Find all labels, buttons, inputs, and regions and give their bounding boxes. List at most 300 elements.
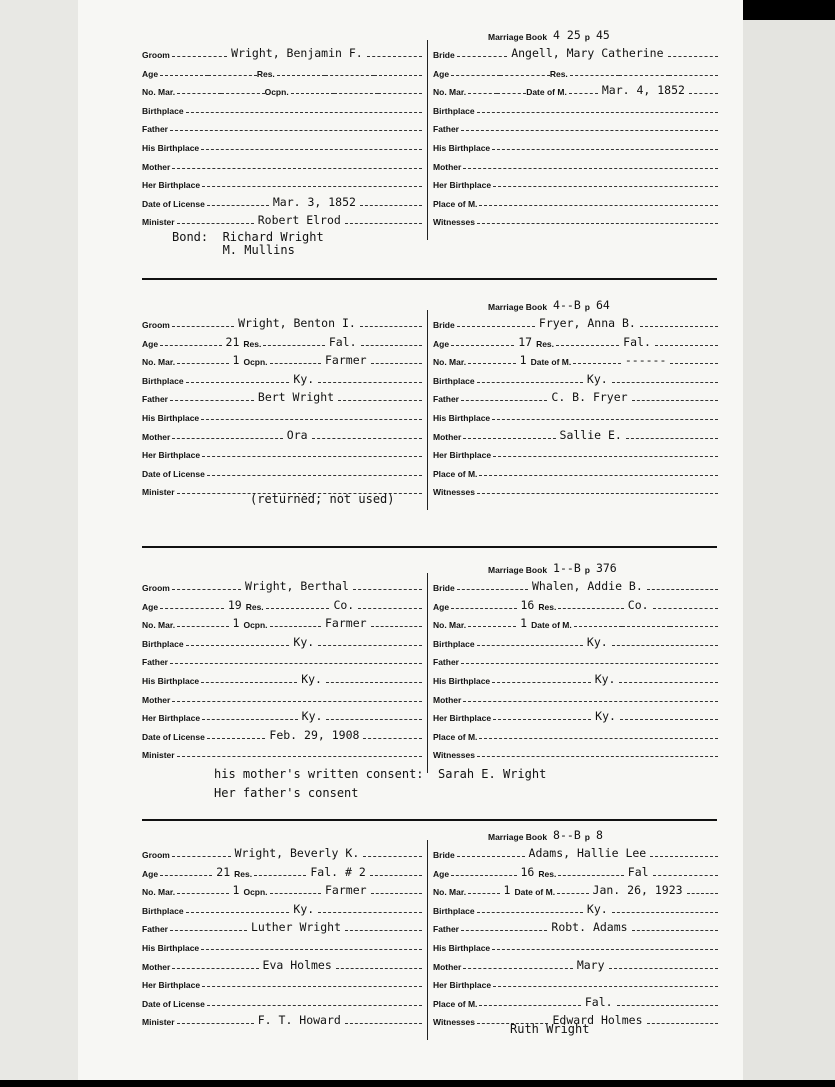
groom-nomar-row xyxy=(142,614,422,630)
fill-line xyxy=(461,400,547,401)
fill-line xyxy=(270,626,321,627)
bride-res-value: Fal xyxy=(627,864,649,879)
fill-line xyxy=(687,893,718,894)
fill-line xyxy=(477,223,718,224)
marriage-record xyxy=(0,555,835,820)
fill-line xyxy=(689,93,718,94)
fill-line xyxy=(291,93,335,94)
bride-mother-label: Mother xyxy=(433,431,462,442)
fill-line xyxy=(358,608,422,609)
groom-father-row xyxy=(142,118,422,134)
fill-line xyxy=(492,949,718,950)
groom-father-row xyxy=(142,651,422,667)
bride-age-label: Age xyxy=(433,868,450,879)
fill-line xyxy=(334,93,378,94)
fill-line xyxy=(451,608,516,609)
page-value: 376 xyxy=(595,561,617,575)
marriage-book-ref xyxy=(488,826,607,842)
fill-line xyxy=(201,419,422,420)
fill-line xyxy=(318,382,422,383)
fill-line xyxy=(172,968,258,969)
groom-mother-row xyxy=(142,689,422,705)
groom-age-label: Age xyxy=(142,68,159,79)
groom-date-of-license-label: Date of License xyxy=(142,998,205,1009)
bride-place-of-m-row xyxy=(433,463,718,479)
fill-line xyxy=(177,756,422,757)
groom-birthplace-label: Birthplace xyxy=(142,105,184,116)
bride-her-birthplace-row xyxy=(433,174,718,190)
fill-line xyxy=(254,875,306,876)
bride-her-birthplace-label: Her Birthplace xyxy=(433,180,492,191)
fill-line xyxy=(208,75,256,76)
bride-res-value: Fal. xyxy=(623,334,651,349)
bride-his-birthplace-row xyxy=(433,670,718,686)
groom-res-value: Co. xyxy=(333,597,355,612)
fill-line xyxy=(479,738,718,739)
fill-line xyxy=(622,626,670,627)
fill-line xyxy=(558,875,623,876)
marriage-book-label: Marriage Book xyxy=(488,832,548,842)
groom-birthplace-row xyxy=(142,633,422,649)
fill-line xyxy=(479,205,718,206)
page-label: p xyxy=(584,302,590,312)
fill-line xyxy=(468,363,516,364)
bride-nomar-value: 1 xyxy=(519,353,527,368)
bride-name-label: Bride xyxy=(433,850,455,860)
bride-her-birthplace-value: Ky. xyxy=(595,709,616,724)
fill-line xyxy=(201,949,422,950)
groom-minister-label: Minister xyxy=(142,487,175,498)
fill-line xyxy=(653,608,718,609)
groom-age-row xyxy=(142,333,422,349)
groom-nomar-value: 1 xyxy=(232,883,240,898)
fill-line xyxy=(457,56,507,57)
fill-line xyxy=(479,1005,580,1006)
fill-line xyxy=(500,75,549,76)
bride-father-label: Father xyxy=(433,924,459,935)
groom-father-row xyxy=(142,918,422,934)
groom-birthplace-value: Ky. xyxy=(293,901,315,916)
record-note: (returned; not used) xyxy=(250,492,395,506)
fill-line xyxy=(493,719,591,720)
bride-name-label: Bride xyxy=(433,50,455,60)
fill-line xyxy=(378,93,422,94)
fill-line xyxy=(477,382,583,383)
bride-age-row xyxy=(433,63,718,79)
groom-her-birthplace-label: Her Birthplace xyxy=(142,980,201,991)
bride-witnesses-label: Witnesses xyxy=(433,217,475,228)
groom-minister-value: Robert Elrod xyxy=(257,213,341,228)
bride-nomar-label: No. Mar. xyxy=(433,87,467,98)
fill-line xyxy=(363,856,422,857)
bride-mother-row xyxy=(433,956,718,972)
bride-her-birthplace-row xyxy=(433,974,718,990)
fill-line xyxy=(172,589,241,590)
groom-birthplace-label: Birthplace xyxy=(142,375,184,386)
bride-birthplace-row xyxy=(433,900,718,916)
fill-line xyxy=(371,626,422,627)
bride-age-label: Age xyxy=(433,68,450,79)
bride-birthplace-value: Ky. xyxy=(586,634,608,649)
groom-her-birthplace-label: Her Birthplace xyxy=(142,713,201,724)
bride-birthplace-label: Birthplace xyxy=(433,905,475,916)
fill-line xyxy=(556,345,619,346)
bride-birthplace-label: Birthplace xyxy=(433,105,475,116)
groom-date-of-license-row xyxy=(142,193,422,209)
bride-witnesses-row xyxy=(433,744,718,760)
fill-line xyxy=(497,93,526,94)
bride-her-birthplace-row xyxy=(433,707,718,723)
bride-his-birthplace-row xyxy=(433,937,718,953)
fill-line xyxy=(202,719,298,720)
groom-date-of-license-label: Date of License xyxy=(142,198,205,209)
fill-line xyxy=(221,93,265,94)
groom-ocpn-label: Ocpn. xyxy=(243,887,268,898)
fill-line xyxy=(363,738,422,739)
bride-mother-value: Sallie E. xyxy=(559,427,622,442)
fill-line xyxy=(338,400,422,401)
fill-line xyxy=(569,93,598,94)
groom-age-label: Age xyxy=(142,338,159,349)
groom-nomar-value: 1 xyxy=(232,353,240,368)
groom-mother-label: Mother xyxy=(142,961,171,972)
bride-father-value: C. B. Fryer xyxy=(551,390,628,405)
groom-her-birthplace-row xyxy=(142,174,422,190)
page-value: 64 xyxy=(595,298,610,312)
marriage-record xyxy=(0,292,835,557)
bride-name-value: Whalen, Addie B. xyxy=(531,579,643,593)
fill-line xyxy=(270,893,321,894)
fill-line xyxy=(557,893,588,894)
fill-line xyxy=(619,682,718,683)
record-note: M. Mullins xyxy=(172,243,295,257)
bride-place-of-m-row xyxy=(433,993,718,1009)
bride-place-of-m-label: Place of M. xyxy=(433,998,478,1009)
groom-his-birthplace-label: His Birthplace xyxy=(142,676,200,686)
fill-line xyxy=(361,345,422,346)
fill-line xyxy=(353,589,422,590)
bride-birthplace-value: Ky. xyxy=(586,371,608,386)
fill-line xyxy=(374,75,422,76)
bride-father-row xyxy=(433,651,718,667)
fill-line xyxy=(177,223,254,224)
fill-line xyxy=(619,75,668,76)
groom-row xyxy=(142,844,422,860)
fill-line xyxy=(172,856,231,857)
groom-row xyxy=(142,44,422,60)
groom-ocpn-value: Farmer xyxy=(325,353,367,368)
bride-row xyxy=(433,844,718,860)
bride-datem-label: Date of M. xyxy=(526,87,567,98)
bride-datem-value: Mar. 4, 1852 xyxy=(601,83,685,98)
groom-res-value: Fal. # 2 xyxy=(310,864,366,879)
bride-mother-label: Mother xyxy=(433,961,462,972)
groom-mother-label: Mother xyxy=(142,694,171,705)
bride-datem-label: Date of M. xyxy=(530,357,572,368)
bride-place-of-m-row xyxy=(433,193,718,209)
groom-nomar-label: No. Mar. xyxy=(142,620,176,631)
groom-her-birthplace-row xyxy=(142,707,422,723)
groom-age-label: Age xyxy=(142,601,159,612)
fill-line xyxy=(647,1023,719,1024)
record-separator xyxy=(142,278,717,280)
bride-nomar-value: 1 xyxy=(503,883,511,898)
bride-res-value: Co. xyxy=(627,597,649,612)
groom-her-birthplace-label: Her Birthplace xyxy=(142,450,201,461)
groom-res-label: Res. xyxy=(234,868,253,879)
groom-age-value: 21 xyxy=(225,334,240,349)
groom-name-value: Wright, Benjamin F. xyxy=(231,46,363,60)
fill-line xyxy=(170,130,422,131)
fill-line xyxy=(172,326,234,327)
fill-line xyxy=(461,130,718,131)
fill-line xyxy=(172,438,282,439)
fill-line xyxy=(207,205,269,206)
groom-father-label: Father xyxy=(142,394,168,405)
bride-nomar-row xyxy=(433,614,718,630)
groom-minister-label: Minister xyxy=(142,1017,175,1028)
bride-name-label: Bride xyxy=(433,320,455,330)
bride-father-row xyxy=(433,388,718,404)
bride-his-birthplace-row xyxy=(433,407,718,423)
fill-line xyxy=(670,626,718,627)
fill-line xyxy=(345,1023,422,1024)
groom-his-birthplace-row xyxy=(142,670,422,686)
groom-res-value: Fal. xyxy=(328,334,357,349)
groom-date-of-license-label: Date of License xyxy=(142,468,205,479)
groom-date-of-license-row xyxy=(142,993,422,1009)
marriage-book-label: Marriage Book xyxy=(488,302,548,312)
fill-line xyxy=(371,363,422,364)
bride-witnesses-row xyxy=(433,481,718,497)
bride-res-label: Res. xyxy=(538,868,557,879)
groom-row xyxy=(142,314,422,330)
bride-name-value: Angell, Mary Catherine xyxy=(511,46,664,60)
groom-name-label: Groom xyxy=(142,583,170,593)
groom-nomar-row xyxy=(142,881,422,897)
bride-datem-label: Date of M. xyxy=(531,620,572,631)
fill-line xyxy=(451,345,514,346)
fill-line xyxy=(468,93,497,94)
bride-age-value: 17 xyxy=(518,334,533,349)
bride-witnesses-label: Witnesses xyxy=(433,750,475,761)
bride-place-of-m-row xyxy=(433,726,718,742)
bride-his-birthplace-row xyxy=(433,137,718,153)
groom-name-value: Wright, Beverly K. xyxy=(234,846,360,860)
marriage-book-ref xyxy=(488,559,621,575)
groom-ocpn-value: Farmer xyxy=(325,616,367,631)
groom-ocpn-label: Ocpn. xyxy=(243,357,268,368)
fill-line xyxy=(479,475,718,476)
groom-her-birthplace-row xyxy=(142,444,422,460)
fill-line xyxy=(186,382,290,383)
fill-line xyxy=(360,326,422,327)
groom-father-value: Bert Wright xyxy=(257,390,335,405)
record-note: his mother's written consent: Sarah E. Wright xyxy=(214,767,547,781)
groom-his-birthplace-row xyxy=(142,137,422,153)
page-label: p xyxy=(584,32,590,42)
bride-birthplace-row xyxy=(433,100,718,116)
groom-ocpn-label: Ocpn. xyxy=(264,87,289,98)
groom-age-row xyxy=(142,596,422,612)
fill-line xyxy=(177,626,228,627)
marriage-book-value: 4 25 xyxy=(553,28,581,42)
groom-his-birthplace-row xyxy=(142,407,422,423)
groom-her-birthplace-row xyxy=(142,974,422,990)
fill-line xyxy=(655,345,718,346)
bride-age-value: 16 xyxy=(520,864,535,879)
groom-age-value: 21 xyxy=(216,864,231,879)
groom-nomar-label: No. Mar. xyxy=(142,887,176,898)
bride-nomar-label: No. Mar. xyxy=(433,620,467,631)
bride-birthplace-row xyxy=(433,370,718,386)
groom-minister-row xyxy=(142,744,422,760)
groom-name-value: Wright, Benton I. xyxy=(238,316,356,330)
fill-line xyxy=(186,912,290,913)
record-note: Her father's consent xyxy=(214,786,359,800)
groom-birthplace-row xyxy=(142,370,422,386)
fill-line xyxy=(463,438,555,439)
bride-row xyxy=(433,577,718,593)
bride-his-birthplace-label: His Birthplace xyxy=(433,413,491,423)
fill-line xyxy=(160,75,208,76)
groom-mother-row xyxy=(142,426,422,442)
groom-his-birthplace-value: Ky. xyxy=(301,672,322,686)
bride-father-value: Robt. Adams xyxy=(551,920,628,935)
bride-witnesses-label: Witnesses xyxy=(433,1017,475,1028)
bride-witnesses-row xyxy=(433,211,718,227)
groom-his-birthplace-label: His Birthplace xyxy=(142,143,200,153)
fill-line xyxy=(201,149,422,150)
groom-res-label: Res. xyxy=(243,338,262,349)
marriage-book-label: Marriage Book xyxy=(488,32,548,42)
groom-age-row xyxy=(142,863,422,879)
bride-father-label: Father xyxy=(433,394,459,405)
groom-minister-label: Minister xyxy=(142,750,175,761)
fill-line xyxy=(461,663,718,664)
bride-datem-value: ------ xyxy=(624,353,667,368)
groom-nomar-row xyxy=(142,351,422,367)
groom-date-of-license-label: Date of License xyxy=(142,731,205,742)
fill-line xyxy=(612,912,718,913)
fill-line xyxy=(326,719,422,720)
fill-line xyxy=(207,738,266,739)
bride-res-label: Res. xyxy=(549,68,568,79)
fill-line xyxy=(640,326,718,327)
fill-line xyxy=(263,345,324,346)
bride-mother-label: Mother xyxy=(433,161,462,172)
bride-res-label: Res. xyxy=(538,601,557,612)
fill-line xyxy=(457,589,528,590)
fill-line xyxy=(367,56,422,57)
groom-father-label: Father xyxy=(142,924,168,935)
groom-mother-value: Ora xyxy=(286,427,308,442)
fill-line xyxy=(318,912,422,913)
fill-line xyxy=(612,382,718,383)
groom-mother-value: Eva Holmes xyxy=(262,957,332,972)
groom-date-of-license-value: Feb. 29, 1908 xyxy=(269,727,360,742)
fill-line xyxy=(177,93,221,94)
fill-line xyxy=(207,475,422,476)
bride-datem-value: Jan. 26, 1923 xyxy=(592,883,683,898)
fill-line xyxy=(632,930,718,931)
groom-date-of-license-row xyxy=(142,726,422,742)
fill-line xyxy=(493,186,718,187)
bride-name-value: Adams, Hallie Lee xyxy=(528,846,647,860)
fill-line xyxy=(468,626,516,627)
bride-nomar-row xyxy=(433,81,718,97)
bride-her-birthplace-row xyxy=(433,444,718,460)
bride-his-birthplace-label: His Birthplace xyxy=(433,943,491,953)
fill-line xyxy=(370,875,422,876)
bride-age-row xyxy=(433,596,718,612)
bride-res-label: Res. xyxy=(536,338,555,349)
groom-father-value: Luther Wright xyxy=(250,920,341,935)
groom-age-row xyxy=(142,63,422,79)
groom-minister-row xyxy=(142,1011,422,1027)
groom-father-row xyxy=(142,388,422,404)
groom-her-birthplace-value: Ky. xyxy=(301,709,323,724)
fill-line xyxy=(492,419,718,420)
bride-her-birthplace-label: Her Birthplace xyxy=(433,450,492,461)
fill-line xyxy=(669,75,718,76)
fill-line xyxy=(326,682,422,683)
bride-place-of-m-label: Place of M. xyxy=(433,198,478,209)
fill-line xyxy=(457,326,535,327)
fill-line xyxy=(463,968,572,969)
bride-place-of-m-label: Place of M. xyxy=(433,468,478,479)
marriage-book-value: 4--B xyxy=(553,298,581,312)
fill-line xyxy=(270,363,321,364)
bride-witnesses-value: Edward Holmes xyxy=(552,1013,643,1028)
bride-birthplace-row xyxy=(433,633,718,649)
fill-line xyxy=(345,930,422,931)
bride-birthplace-label: Birthplace xyxy=(433,375,475,386)
fill-line xyxy=(160,608,224,609)
fill-line xyxy=(318,645,422,646)
groom-res-label: Res. xyxy=(245,601,264,612)
marriage-book-label: Marriage Book xyxy=(488,565,548,575)
fill-line xyxy=(493,986,718,987)
fill-line xyxy=(177,893,228,894)
record-note: Bond: Richard Wright xyxy=(172,230,324,244)
record-separator xyxy=(142,546,717,548)
column-divider xyxy=(427,840,428,1040)
groom-nomar-row xyxy=(142,81,422,97)
bride-datem-label: Date of M. xyxy=(514,887,556,898)
bride-mother-row xyxy=(433,156,718,172)
groom-father-label: Father xyxy=(142,657,168,668)
fill-line xyxy=(463,701,718,702)
bride-age-row xyxy=(433,333,718,349)
page-value: 45 xyxy=(595,28,610,42)
fill-line xyxy=(266,608,330,609)
bride-father-row xyxy=(433,918,718,934)
fill-line xyxy=(609,968,718,969)
fill-line xyxy=(670,363,718,364)
fill-line xyxy=(477,912,583,913)
groom-mother-row xyxy=(142,156,422,172)
groom-birthplace-label: Birthplace xyxy=(142,638,184,649)
groom-mother-row xyxy=(142,956,422,972)
fill-line xyxy=(653,875,718,876)
bride-his-birthplace-label: His Birthplace xyxy=(433,676,491,686)
groom-name-label: Groom xyxy=(142,50,170,60)
column-divider xyxy=(427,310,428,510)
groom-nomar-label: No. Mar. xyxy=(142,87,176,98)
fill-line xyxy=(172,701,422,702)
fill-line xyxy=(177,1023,254,1024)
